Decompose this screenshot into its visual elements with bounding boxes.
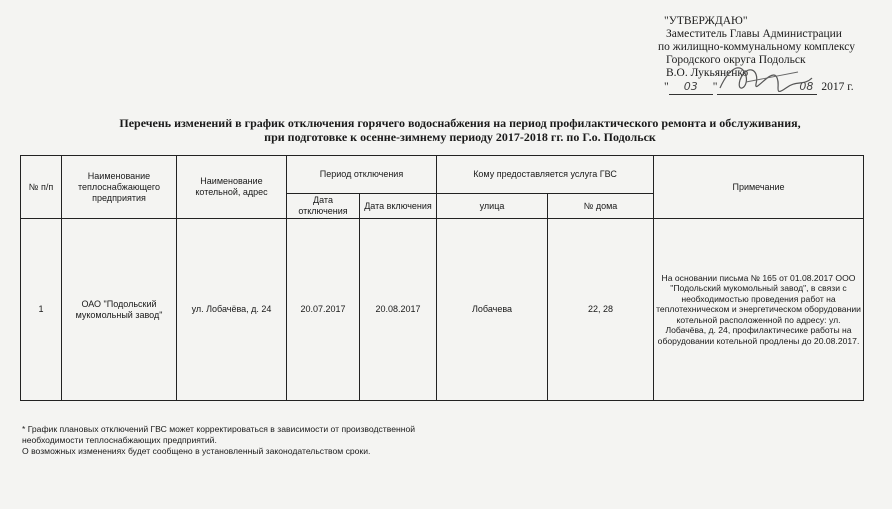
cell-date-on: 20.08.2017 — [360, 219, 437, 401]
date-open-quote: " — [664, 81, 669, 93]
footnote-line-2: необходимости теплоснабжающих предприятий. — [22, 435, 217, 445]
document-title — [80, 116, 840, 144]
date-day: 03 — [683, 80, 698, 93]
header-enterprise: Наименование теплоснабжающего предприятия — [62, 156, 177, 219]
cell-boiler: ул. Лобачёва, д. 24 — [177, 219, 287, 401]
header-house: № дома — [548, 194, 654, 219]
date-year: 2017 г. — [821, 81, 854, 93]
date-close-quote: " — [712, 81, 718, 93]
approval-heading: "УТВЕРЖДАЮ" — [664, 15, 748, 27]
signature-scribble — [716, 58, 816, 104]
date-month: 08 — [799, 80, 814, 93]
approver-department: по жилищно-коммунальному комплексу — [658, 41, 855, 53]
approver-city: Городского округа Подольск — [666, 54, 806, 66]
cell-street: Лобачева — [437, 219, 548, 401]
header-street: улица — [437, 194, 548, 219]
header-served: Кому предоставляется услуга ГВС — [437, 156, 654, 194]
footnote-line-1: * График плановых отключений ГВС может корректироваться в зависимости от производственной — [22, 424, 416, 434]
table-row — [21, 219, 864, 401]
cell-date-off: 20.07.2017 — [287, 219, 360, 401]
header-period: Период отключения — [287, 156, 437, 194]
outage-schedule-table — [20, 155, 864, 401]
cell-note: На основании письма № 165 от 01.08.2017 ООО "Подольский мукомольный завод", в связи с необходимостью проведения работ на теплотехническом и энергетическом оборудовании котельной расположенной по адресу: ул. Лобачёва, д. 24, профилактичесике работы на оборудовании котельной продлены до 20.08.2017. — [654, 219, 864, 401]
header-date-on: Дата включения — [360, 194, 437, 219]
header-date-off: Дата отключения — [287, 194, 360, 219]
header-note: Примечание — [654, 156, 864, 219]
table-header-row — [21, 156, 864, 194]
cell-num: 1 — [21, 219, 62, 401]
cell-enterprise: ОАО "Подольский мукомольный завод" — [62, 219, 177, 401]
footnotes — [22, 424, 582, 457]
approver-position: Заместитель Главы Администрации — [666, 28, 842, 40]
title-line-1: Перечень изменений в график отключения горячего водоснабжения на период профилактического ремонта и обслуживания, — [119, 116, 801, 130]
header-num: № п/п — [21, 156, 62, 219]
cell-house: 22, 28 — [548, 219, 654, 401]
footnote-line-3: О возможных изменениях будет сообщено в установленный законодательством сроки. — [22, 446, 371, 456]
title-line-2: при подготовке к осенне-зимнему периоду 2017-2018 гг. по Г.о. Подольск — [264, 130, 656, 144]
header-boiler: Наименование котельной, адрес — [177, 156, 287, 219]
approver-name: В.О. Лукьяненко — [666, 67, 749, 79]
